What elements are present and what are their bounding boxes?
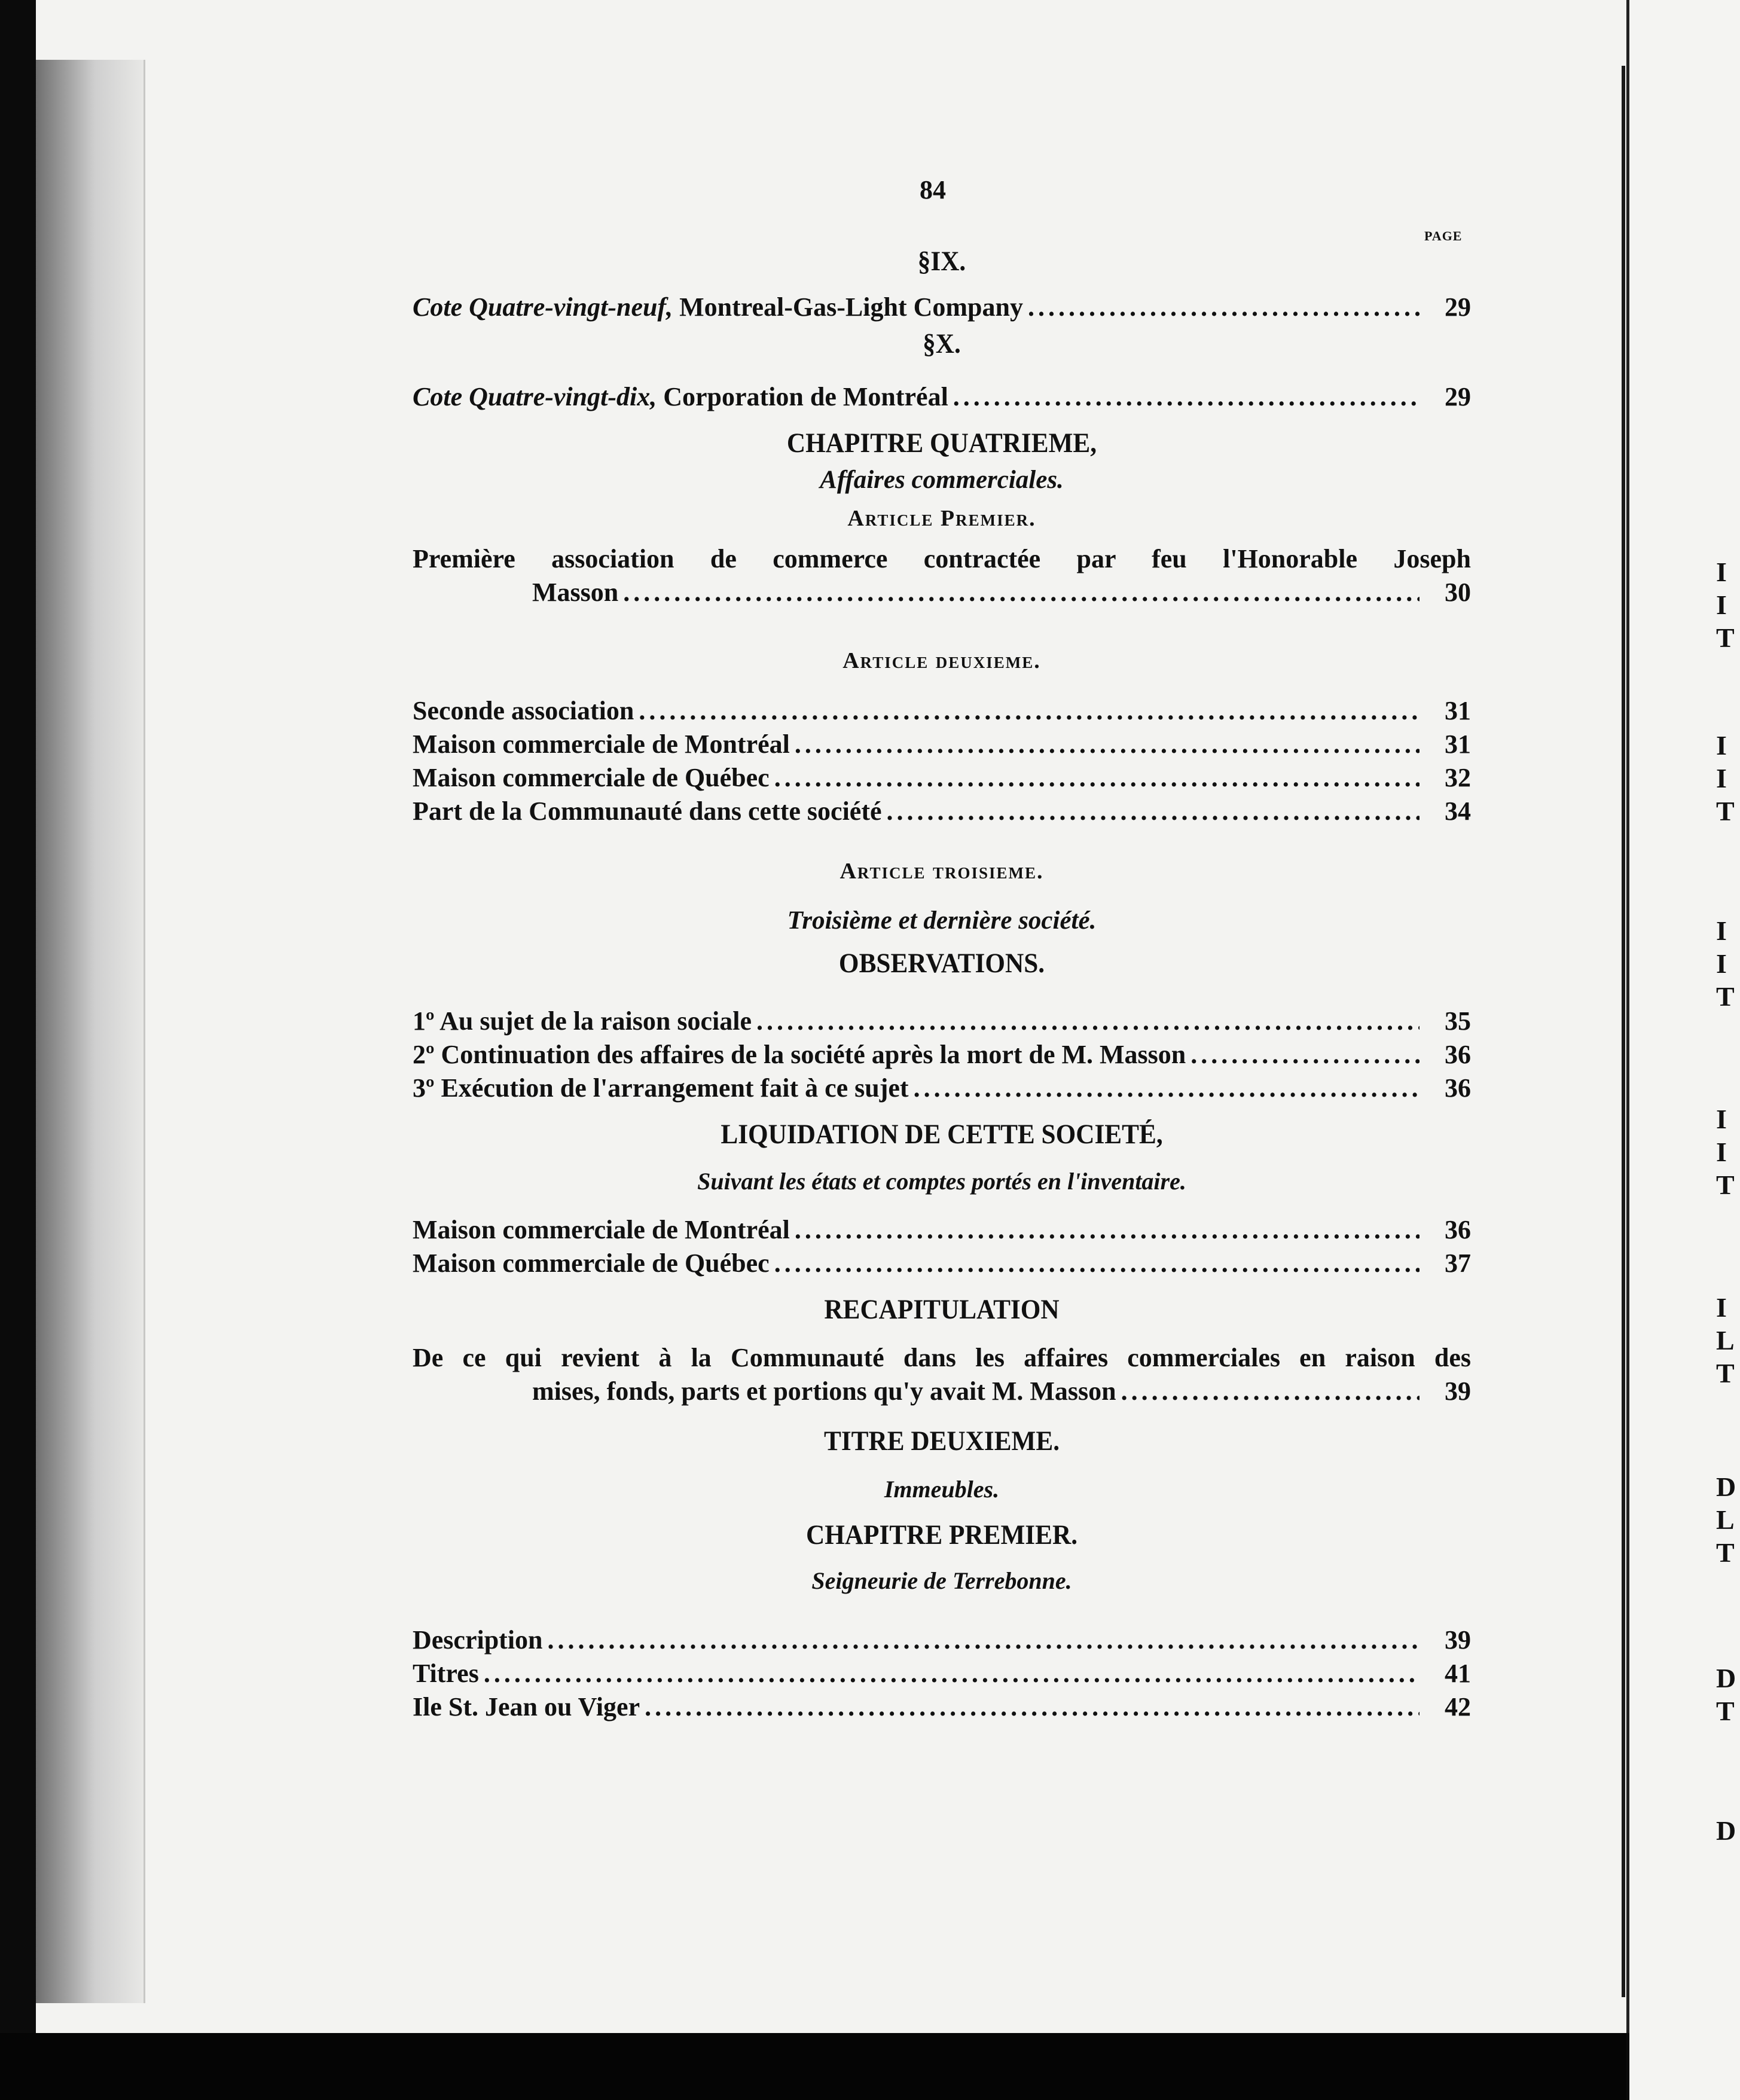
dot-leader: [774, 761, 1420, 795]
chapter1-entries: [413, 1623, 1471, 1724]
recapitulation-heading: RECAPITULATION: [824, 1294, 1060, 1325]
toc-entry: [413, 1657, 1471, 1690]
facing-page-letter: I: [1716, 915, 1727, 946]
dot-leader: [795, 728, 1420, 761]
toc-entry-page: 31: [1445, 729, 1471, 759]
article-subheading: Troisième et dernière société.: [787, 906, 1097, 935]
toc-entry-page: 29: [1445, 382, 1471, 411]
dot-leader: [953, 380, 1420, 414]
chapter-subheading: Seigneurie de Terrebonne.: [811, 1567, 1072, 1594]
facing-page-letter: T: [1716, 1358, 1735, 1388]
toc-entry-page: 37: [1445, 1249, 1471, 1278]
facing-page-letter: I: [1716, 1137, 1727, 1167]
dot-leader: [548, 1623, 1420, 1657]
toc-entry: [413, 1690, 1471, 1724]
toc-entry: [413, 1038, 1471, 1072]
dot-leader: [914, 1072, 1420, 1105]
facing-page-letter: I: [1716, 948, 1727, 979]
toc-entry: [413, 761, 1471, 795]
chapter-subheading: Affaires commerciales.: [820, 466, 1064, 494]
dot-leader: [887, 795, 1420, 828]
toc-entry: [413, 380, 1471, 414]
facing-page-letter: I: [1716, 730, 1727, 761]
toc-entry: [413, 728, 1471, 761]
section-heading: §X.: [923, 328, 961, 359]
toc-entry: [413, 1213, 1471, 1247]
dot-leader: [484, 1657, 1420, 1690]
section-heading: §IX.: [917, 246, 966, 277]
toc-entry: [413, 1247, 1471, 1280]
toc-entry-label: 3º Exécution de l'arrangement fait à ce sujet: [413, 1073, 909, 1103]
binding-edge: [144, 60, 145, 2003]
facing-page-letter: I: [1716, 1292, 1727, 1323]
table-of-contents: [413, 233, 1471, 1724]
article-heading: Article troisieme.: [840, 859, 1044, 884]
toc-entry-page: 32: [1445, 763, 1471, 792]
dot-leader: [1121, 1375, 1420, 1408]
toc-entry: [413, 1072, 1471, 1105]
dot-leader: [774, 1247, 1420, 1280]
facing-page: [1629, 0, 1740, 2100]
facing-page-letter: T: [1716, 622, 1735, 653]
toc-entry: [413, 1375, 1471, 1408]
toc-entry-label: Cote Quatre-vingt-neuf, Montreal-Gas-Light Company: [413, 292, 1023, 322]
toc-entry-label: mises, fonds, parts et portions qu'y avait M. Masson: [532, 1376, 1116, 1406]
title-heading: TITRE DEUXIEME.: [823, 1426, 1060, 1457]
toc-entry-label: Titres: [413, 1659, 479, 1688]
page-gutter: [1622, 66, 1625, 1997]
toc-entry-page: 39: [1445, 1625, 1471, 1655]
book-binding: [36, 60, 144, 2003]
toc-entry-label: 1º Au sujet de la raison sociale: [413, 1006, 752, 1036]
article-heading: Article Premier.: [847, 506, 1036, 531]
toc-entry-label: Maison commerciale de Québec: [413, 763, 770, 792]
facing-page-letter: T: [1716, 981, 1735, 1012]
toc-entry-label: Ile St. Jean ou Viger: [413, 1692, 640, 1721]
toc-entry: [413, 576, 1471, 609]
facing-page-letter: I: [1716, 763, 1727, 793]
facing-page-letter: D: [1716, 1663, 1736, 1693]
facing-page-letter: T: [1716, 1696, 1735, 1726]
facing-page-letter: T: [1716, 796, 1735, 826]
observations-entries: [413, 1005, 1471, 1105]
chapter-heading: CHAPITRE PREMIER.: [805, 1519, 1078, 1550]
facing-page-letter: L: [1716, 1504, 1735, 1535]
dot-leader: [639, 694, 1420, 728]
facing-page-letter: D: [1716, 1815, 1736, 1846]
dot-leader: [645, 1690, 1420, 1724]
toc-entry: [413, 1005, 1471, 1038]
toc-entry-label: Description: [413, 1625, 543, 1655]
article2-entries: [413, 694, 1471, 828]
toc-entry-page: 31: [1445, 696, 1471, 725]
toc-entry-page: 35: [1445, 1006, 1471, 1036]
toc-entry-page: 42: [1445, 1692, 1471, 1721]
dot-leader: [795, 1213, 1420, 1247]
facing-page-letter: D: [1716, 1472, 1736, 1502]
observations-heading: OBSERVATIONS.: [838, 948, 1045, 979]
dot-leader: [1028, 291, 1420, 324]
page-column-label: PAGE: [1424, 228, 1463, 243]
toc-entry-line: Première association de commerce contractée par feu l'Honorable Joseph: [413, 544, 1471, 573]
dot-leader: [756, 1005, 1420, 1038]
liquidation-subheading: Suivant les états et comptes portés en l'inventaire.: [697, 1168, 1186, 1195]
toc-entry-label: 2º Continuation des affaires de la société après la mort de M. Masson: [413, 1040, 1186, 1069]
toc-entry-label: Part de la Communauté dans cette société: [413, 796, 882, 826]
toc-entry-label: Masson: [532, 578, 619, 607]
dot-leader: [1190, 1038, 1420, 1072]
toc-entry: [413, 694, 1471, 728]
toc-entry-page: 39: [1445, 1376, 1471, 1406]
toc-entry-page: 41: [1445, 1659, 1471, 1688]
title-subheading: Immeubles.: [884, 1476, 1000, 1503]
toc-entry-label: Seconde association: [413, 696, 634, 725]
toc-entry: [413, 1623, 1471, 1657]
toc-entry-page: 36: [1445, 1040, 1471, 1069]
toc-entry-label: Maison commerciale de Montréal: [413, 729, 790, 759]
toc-entry: [413, 795, 1471, 828]
facing-page-letter: I: [1716, 590, 1727, 620]
facing-page-letter: I: [1716, 557, 1727, 587]
toc-entry-label: Cote Quatre-vingt-dix, Corporation de Montréal: [413, 382, 948, 411]
toc-entry-line: De ce qui revient à la Communauté dans les affaires commerciales en raison des: [413, 1343, 1471, 1372]
dot-leader: [623, 576, 1420, 609]
facing-page-letter: I: [1716, 1104, 1727, 1134]
toc-entry-page: 30: [1445, 578, 1471, 607]
scan-border: [0, 2033, 1626, 2100]
facing-page-letter: L: [1716, 1325, 1735, 1356]
liquidation-entries: [413, 1213, 1471, 1280]
toc-entry: [413, 291, 1471, 324]
toc-entry-label: Maison commerciale de Québec: [413, 1249, 770, 1278]
liquidation-heading: LIQUIDATION DE CETTE SOCIETÉ,: [721, 1119, 1163, 1150]
toc-entry-page: 36: [1445, 1215, 1471, 1244]
toc-entry-page: 29: [1445, 292, 1471, 322]
facing-page-letter: T: [1716, 1170, 1735, 1200]
facing-page-letter: T: [1716, 1537, 1735, 1568]
toc-entry-label: Maison commerciale de Montréal: [413, 1215, 790, 1244]
toc-entry-page: 36: [1445, 1073, 1471, 1103]
article-heading: Article deuxieme.: [842, 648, 1041, 673]
toc-entry-page: 34: [1445, 796, 1471, 826]
chapter-heading: CHAPITRE QUATRIEME,: [786, 428, 1097, 459]
